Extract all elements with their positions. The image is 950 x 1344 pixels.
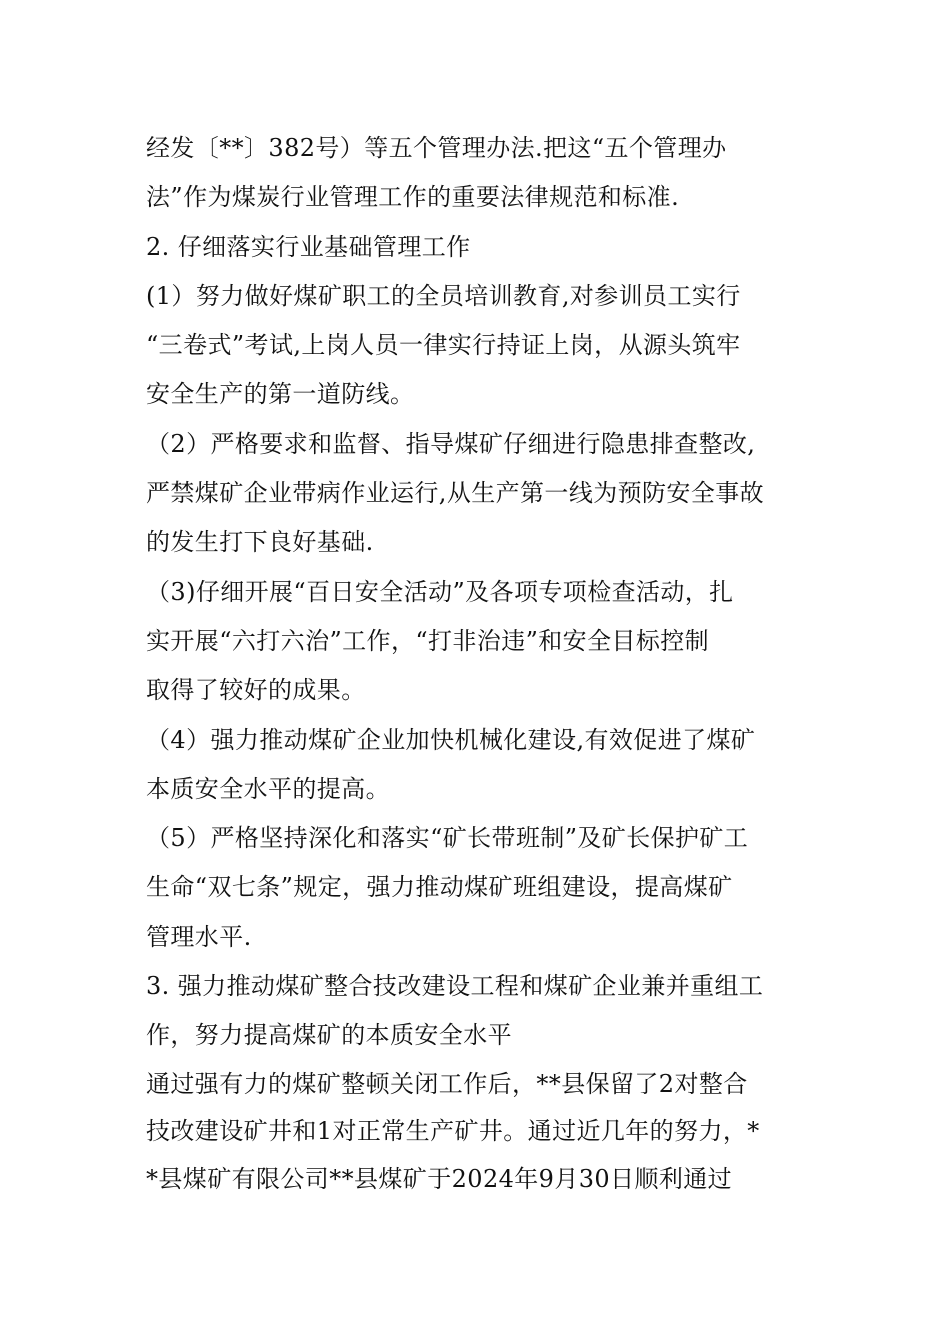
text-line: “三卷式”考试,上岗人员一律实行持证上岗，从源头筑牢 [146, 331, 741, 360]
text-line: 取得了较好的成果。 [146, 676, 366, 705]
text-line: （3)仔细开展“百日安全活动”及各项专项检查活动，扎 [146, 577, 734, 606]
section-heading: 3. 强力推动煤矿整合技改建设工程和煤矿企业兼并重组工 [146, 972, 764, 1001]
text-line: （5）严格坚持深化和落实“矿长带班制”及矿长保护矿工 [146, 824, 749, 853]
text-line: （2）严格要求和监督、指导煤矿仔细进行隐患排查整改, [146, 429, 756, 458]
text-line: (1）努力做好煤矿职工的全员培训教育,对参训员工实行 [146, 281, 741, 310]
text-line: 经发〔**〕382号）等五个管理办法.把这“五个管理办 [146, 134, 727, 162]
text-line: 安全生产的第一道防线。 [146, 380, 415, 409]
document-body [146, 124, 806, 1203]
text-line: 技改建设矿井和1对正常生产矿井。通过近几年的努力，* [146, 1117, 760, 1146]
text-line: *县煤矿有限公司**县煤矿于2024年9月30日顺利通过 [146, 1164, 733, 1193]
text-line: （4）强力推动煤矿企业加快机械化建设,有效促进了煤矿 [146, 725, 756, 754]
text-line: 法”作为煤炭行业管理工作的重要法律规范和标准. [146, 183, 680, 212]
text-line: 本质安全水平的提高。 [146, 774, 390, 803]
text-line: 严禁煤矿企业带病作业运行,从生产第一线为预防安全事故 [146, 479, 765, 508]
text-line: 的发生打下良好基础. [146, 528, 374, 557]
text-line: 管理水平. [146, 922, 252, 951]
text-line: 通过强有力的煤矿整顿关闭工作后，**县保留了2对整合 [146, 1069, 748, 1098]
section-heading: 作，努力提高煤矿的本质安全水平 [146, 1021, 512, 1050]
text-line: 实开展“六打六治”工作，“打非治违”和安全目标控制 [146, 626, 710, 655]
text-line: 生命“双七条”规定，强力推动煤矿班组建设，提高煤矿 [146, 873, 733, 902]
section-heading: 2. 仔细落实行业基础管理工作 [146, 232, 471, 261]
